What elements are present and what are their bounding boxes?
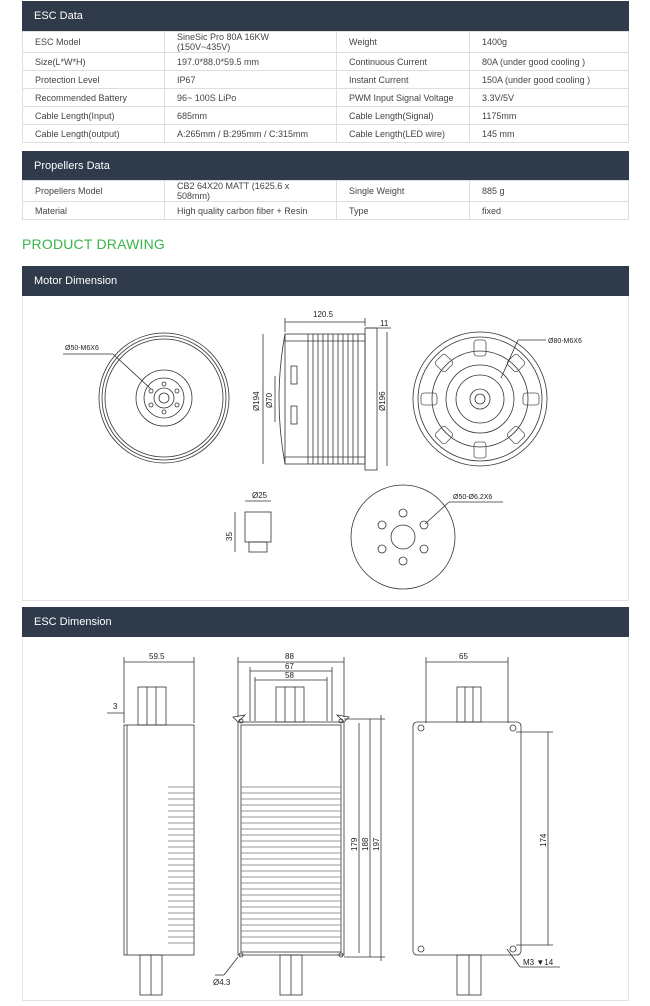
spec-label: Instant Current <box>337 71 470 89</box>
esc-dimension-header: ESC Dimension <box>22 607 629 637</box>
spec-value: IP67 <box>165 71 337 89</box>
spec-value: 197.0*88.0*59.5 mm <box>165 53 337 71</box>
spec-value: 150A (under good cooling ) <box>470 71 629 89</box>
flange-label: 11 <box>380 319 389 328</box>
spec-label: Continuous Current <box>337 53 470 71</box>
spec-label: PWM Input Signal Voltage <box>337 89 470 107</box>
spec-label: Size(L*W*H) <box>23 53 165 71</box>
spec-value: 1400g <box>470 32 629 53</box>
spec-row <box>23 202 629 220</box>
esc-hole-label: Ø4.3 <box>213 978 231 987</box>
spec-value: SineSic Pro 80A 16KW (150V~435V) <box>165 32 337 53</box>
spec-label: Cable Length(Input) <box>23 107 165 125</box>
spec-label: Protection Level <box>23 71 165 89</box>
esc-back-width-label: 65 <box>459 652 468 661</box>
d194-label: Ø194 <box>252 391 261 411</box>
propellers-data-header: Propellers Data <box>22 151 629 181</box>
spec-label: Material <box>23 202 165 220</box>
esc-height-188-label: 188 <box>361 837 370 851</box>
esc-side-view <box>107 652 194 995</box>
spec-label: Recommended Battery <box>23 89 165 107</box>
esc-data-header: ESC Data <box>22 1 629 31</box>
propellers-data-table <box>22 180 629 220</box>
esc-depth-label: 59.5 <box>149 652 165 661</box>
spec-label: ESC Model <box>23 32 165 53</box>
esc-back-height-label: 174 <box>539 833 548 847</box>
motor-mount-plate-view <box>351 485 503 589</box>
spec-value: 96~ 100S LiPo <box>165 89 337 107</box>
spec-value: 3.3V/5V <box>470 89 629 107</box>
spec-value: High quality carbon fiber + Resin <box>165 202 337 220</box>
motor-side-view <box>252 310 391 470</box>
d70-label: Ø70 <box>265 392 274 408</box>
motor-shaft-view <box>225 491 271 552</box>
spec-label: Cable Length(LED wire) <box>337 125 470 143</box>
spec-row <box>23 107 629 125</box>
spec-label: Cable Length(Signal) <box>337 107 470 125</box>
motor-dimension-header: Motor Dimension <box>22 266 629 296</box>
spec-value: 685mm <box>165 107 337 125</box>
spec-row <box>23 53 629 71</box>
motor-rear-view <box>413 332 582 466</box>
d196-label: Ø196 <box>378 391 387 411</box>
product-drawing-title: PRODUCT DRAWING <box>22 236 165 252</box>
spec-row <box>23 32 629 53</box>
spec-value: 80A (under good cooling ) <box>470 53 629 71</box>
esc-width-58-label: 58 <box>285 671 294 680</box>
esc-front-view <box>213 652 385 995</box>
motor-front-view <box>63 333 229 463</box>
esc-width-88-label: 88 <box>285 652 294 661</box>
shaft-length-label: 35 <box>225 532 234 541</box>
spec-value: fixed <box>470 202 629 220</box>
spec-row <box>23 71 629 89</box>
spec-value: 1175mm <box>470 107 629 125</box>
spec-row <box>23 89 629 107</box>
esc-dimension-drawing <box>23 637 630 1001</box>
esc-thickness-label: 3 <box>113 702 118 711</box>
front-hole-label: Ø50-M6X6 <box>65 345 99 352</box>
shaft-diameter-label: Ø25 <box>252 491 268 500</box>
spec-label: Type <box>337 202 470 220</box>
esc-back-view <box>413 652 560 995</box>
spec-label: Single Weight <box>337 181 470 202</box>
spec-value: A:265mm / B:295mm / C:315mm <box>165 125 337 143</box>
rear-hole-label: Ø80-M6X6 <box>548 338 582 345</box>
esc-m3-label: M3 ▼14 <box>523 958 554 967</box>
spec-label: Propellers Model <box>23 181 165 202</box>
spec-row <box>23 181 629 202</box>
spec-label: Cable Length(output) <box>23 125 165 143</box>
motor-dimension-drawing <box>23 296 630 601</box>
mount-hole-label: Ø50-Ø6.2X6 <box>453 494 493 501</box>
esc-width-67-label: 67 <box>285 662 294 671</box>
esc-height-197-label: 197 <box>372 837 381 851</box>
esc-drawing <box>22 637 629 1001</box>
spec-label: Weight <box>337 32 470 53</box>
spec-value: 145 mm <box>470 125 629 143</box>
spec-value: 885 g <box>470 181 629 202</box>
spec-value: CB2 64X20 MATT (1625.6 x 508mm) <box>165 181 337 202</box>
esc-data-table <box>22 31 629 143</box>
motor-length-label: 120.5 <box>313 310 334 319</box>
spec-row <box>23 125 629 143</box>
motor-drawing <box>22 296 629 601</box>
esc-height-179-label: 179 <box>350 837 359 851</box>
